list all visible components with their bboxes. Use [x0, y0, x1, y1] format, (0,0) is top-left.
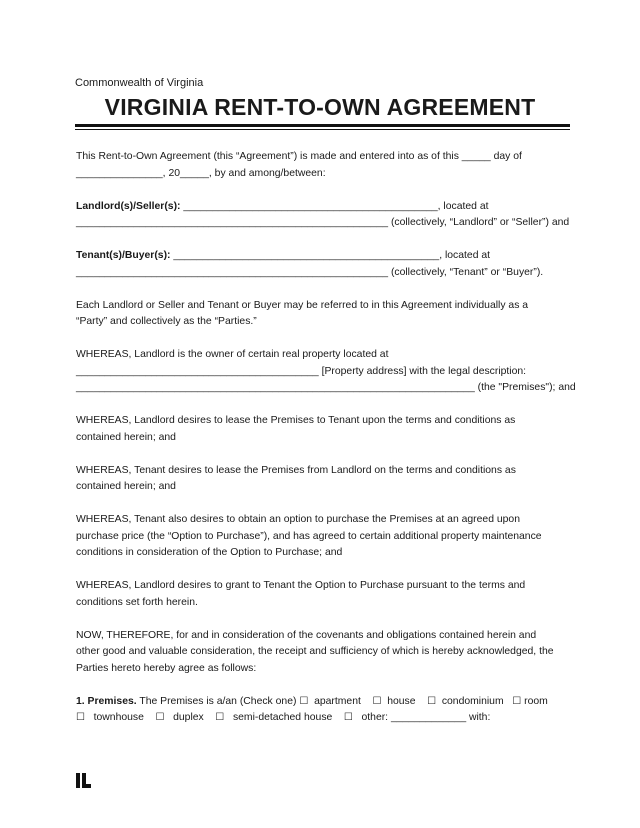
option-semi-detached: semi-detached house [232, 712, 333, 723]
intro-line: This Rent-to-Own Agreement (this “Agreement”) is made and entered into as of this _____ day of [76, 151, 522, 162]
landlord-name-blank: ____________________________________________, located at [180, 200, 489, 212]
premises-with: with: [468, 712, 491, 723]
whereas-grant-paragraph: WHEREAS, Landlord desires to grant to Tenant the Option to Purchase pursuant to the terms and conditions set forth herein. [76, 580, 526, 608]
tenant-address-blank: ______________________________________________________ (collectively, “Tenant” or “Buyer”). [76, 266, 544, 278]
premises-intro: The Premises is a/an (Check one) [136, 695, 300, 707]
document-title: VIRGINIA RENT-TO-OWN AGREEMENT [104, 94, 536, 120]
whereas-option-paragraph: WHEREAS, Tenant also desires to obtain an option to purchase the Premises at an agreed upon purchase price (the “Option to Purchase”), and has agreed to certain additional property maintenance conditions in consideration of the Option to Purchase; and [76, 514, 542, 558]
checkbox-icon[interactable]: ☐ [427, 695, 437, 707]
whereas-lease-landlord-paragraph: WHEREAS, Landlord desires to lease the Premises to Tenant upon the terms and conditions as contained herein; and [76, 415, 516, 443]
other-blank: _____________ [390, 712, 467, 723]
document-body [76, 149, 576, 743]
whereas-ownership-paragraph: WHEREAS, Landlord is the owner of certain real property located at __________________________________________ [Property address] with the legal description: _____________________________________________________________________ (the "Premises"); and [76, 347, 572, 397]
checkbox-icon[interactable]: ☐ [155, 712, 165, 723]
checkbox-icon[interactable]: ☐ [343, 712, 353, 723]
option-duplex: duplex [173, 712, 204, 723]
title-divider [75, 124, 570, 127]
tenant-paragraph [76, 248, 572, 281]
checkbox-icon[interactable]: ☐ [512, 695, 522, 707]
checkbox-icon[interactable]: ☐ [299, 695, 309, 707]
title-divider-thin [75, 129, 570, 130]
option-other: other: [361, 712, 389, 723]
landlord-address-blank: ______________________________________________________ (collectively, “Landlord” or “Seller”) and [76, 217, 570, 228]
intro-line: _______________, 20_____, by and among/between: [76, 167, 326, 179]
option-townhouse: townhouse [93, 712, 144, 723]
whereas-lease-tenant-paragraph: WHEREAS, Tenant desires to lease the Premises from Landlord on the terms and conditions as contained herein; and [76, 464, 516, 492]
landlord-label: Landlord(s)/Seller(s): [76, 200, 181, 212]
option-room: room [524, 695, 548, 707]
checkbox-icon[interactable]: ☐ [372, 695, 382, 707]
option-apartment: apartment [314, 695, 361, 707]
tenant-label: Tenant(s)/Buyer(s): [76, 250, 171, 261]
option-house: house [387, 695, 416, 707]
checkbox-icon[interactable]: ☐ [76, 712, 85, 723]
parties-paragraph: Each Landlord or Seller and Tenant or Buyer may be referred to in this Agreement individually as a “Party” and collectively as the “Parties.” [76, 299, 529, 327]
therefore-paragraph: NOW, THEREFORE, for and in consideration of the covenants and obligations contained herein and other good and valuable consideration, the receipt and sufficiency of which is hereby acknowledged, the Parties hereto hereby agree as follows: [76, 629, 554, 674]
premises-heading: 1. Premises. [76, 695, 137, 707]
landlord-paragraph [76, 199, 572, 232]
premises-section [76, 694, 572, 727]
property-address-blank: __________________________________________ [Property address] with the legal description: [76, 365, 527, 377]
legal-description-blank: _____________________________________________________________________ (the "Premises"); and [76, 382, 576, 393]
tenant-name-blank: ______________________________________________, located at [170, 250, 491, 261]
state-label: Commonwealth of Virginia [75, 77, 204, 89]
option-condominium: condominium [441, 695, 504, 707]
intro-paragraph [76, 149, 572, 182]
checkbox-icon[interactable]: ☐ [215, 712, 225, 723]
legal-templates-logo-icon [76, 773, 91, 788]
